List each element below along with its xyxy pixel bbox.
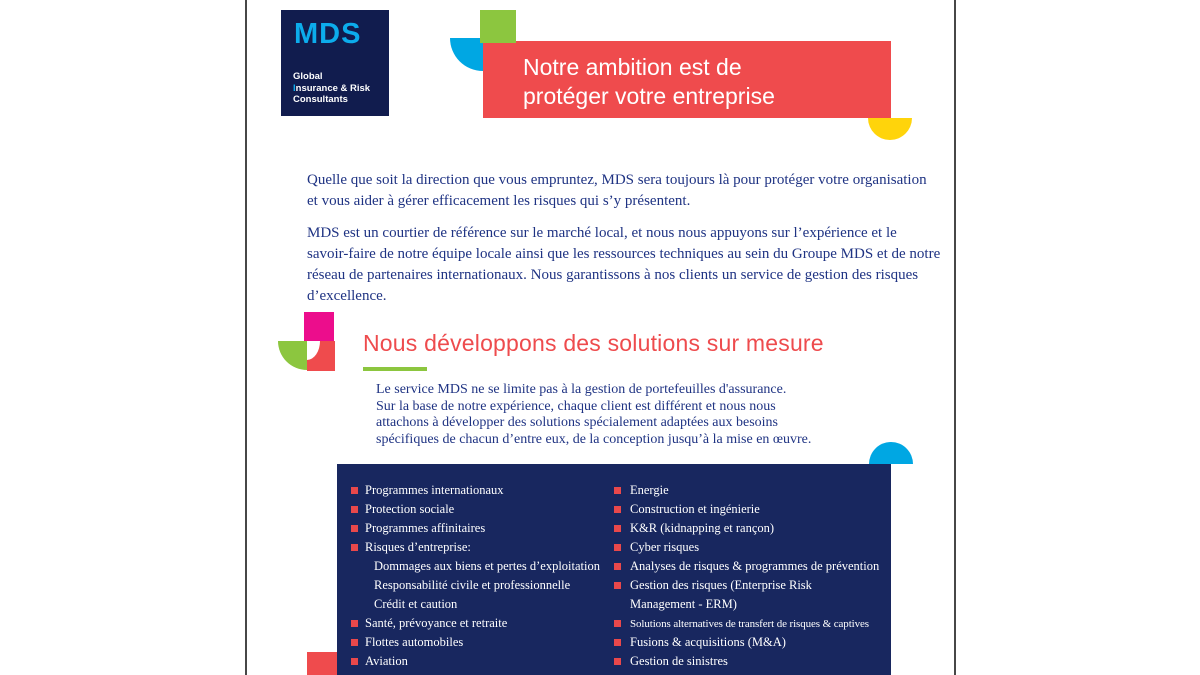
services-column-left	[351, 481, 613, 671]
heading-underline	[363, 367, 427, 371]
service-item	[351, 633, 613, 652]
bullet-square-icon	[614, 506, 621, 513]
service-item	[614, 576, 889, 595]
service-item	[614, 652, 889, 671]
intro-p2-line2: savoir-faire de notre équipe locale ainsi que les ressources techniques au sein du Groupe MDS et de notre	[307, 246, 941, 262]
service-item	[614, 500, 889, 519]
intro-paragraph-1	[307, 170, 947, 212]
intro-p2-line3: réseau de partenaires internationaux. Nous garantissons à nos clients un service de gestion des risques	[307, 267, 919, 283]
service-item-label: Aviation	[365, 654, 408, 668]
section-heading: Nous développons des solutions sur mesure	[363, 330, 824, 356]
services-column-right	[614, 481, 889, 671]
services-panel	[337, 464, 891, 675]
service-item-label: Energie	[630, 483, 669, 497]
service-item-label: Programmes affinitaires	[365, 521, 486, 535]
service-item-label: Responsabilité civile et professionnelle	[374, 578, 571, 592]
solutions-text	[376, 382, 811, 448]
service-item	[351, 652, 613, 671]
service-item-label: K&R (kidnapping et rançon)	[630, 521, 775, 535]
deco-blue-dome	[869, 442, 913, 464]
deco-red-square-bottom	[307, 652, 337, 675]
service-item-label: Analyses de risques & programmes de prévention	[630, 559, 880, 573]
intro-p2-line1: MDS est un courtier de référence sur le marché local, et nous nous appuyons sur l’expérience et le	[307, 225, 897, 241]
bullet-square-icon	[614, 639, 621, 646]
service-item-label: Dommages aux biens et pertes d’exploitation	[374, 559, 600, 573]
bullet-square-icon	[351, 506, 358, 513]
bullet-square-icon	[614, 658, 621, 665]
service-subitem	[351, 595, 613, 614]
bullet-square-icon	[614, 525, 621, 532]
service-item-label: Cyber risques	[630, 540, 700, 554]
service-item-label: Crédit et caution	[374, 597, 458, 611]
logo-tagline-line2-rest: nsurance & Risk	[295, 82, 371, 94]
bullet-square-icon	[351, 525, 358, 532]
service-item	[351, 519, 613, 538]
deco-green-quarter-circle	[278, 341, 307, 370]
deco-green-square	[480, 10, 516, 43]
bullet-square-icon	[351, 620, 358, 627]
deco-pink-square	[304, 312, 334, 341]
page-border-right	[954, 0, 956, 675]
service-item	[351, 538, 613, 557]
bullet-square-icon	[351, 544, 358, 551]
mds-logo	[281, 10, 389, 116]
deco-yellow-half-circle	[868, 118, 912, 140]
intro-p2-line4: d’excellence.	[307, 288, 387, 304]
mds-logo-tagline	[293, 71, 370, 106]
service-item-label: Flottes automobiles	[365, 635, 464, 649]
logo-tagline-initial: I	[293, 82, 296, 94]
bullet-square-icon	[614, 582, 621, 589]
bullet-square-icon	[614, 620, 621, 627]
service-item-label: Gestion de sinistres	[630, 654, 728, 668]
solutions-line1: Le service MDS ne se limite pas à la gestion de portefeuilles d'assurance.	[376, 382, 787, 397]
title-banner	[483, 41, 891, 118]
banner-title-line2: protéger votre entreprise	[523, 83, 775, 109]
logo-tagline-line3: Consultants	[293, 94, 348, 105]
bullet-square-icon	[351, 487, 358, 494]
service-item	[614, 538, 889, 557]
logo-tagline-line1: Global	[293, 71, 323, 82]
service-item-label: Construction et ingénierie	[630, 502, 760, 516]
logo-tagline-line2	[293, 83, 370, 95]
bullet-square-icon	[614, 544, 621, 551]
service-item-label: Management - ERM)	[630, 597, 737, 611]
service-item	[614, 519, 889, 538]
service-item-label: Gestion des risques (Enterprise Risk	[630, 578, 812, 592]
service-item	[614, 614, 889, 633]
service-item-label: Risques d’entreprise:	[365, 540, 471, 554]
service-subitem	[614, 595, 889, 614]
service-item	[614, 481, 889, 500]
service-item-label: Solutions alternatives de transfert de risques & captives	[630, 617, 869, 630]
intro-p1-line1: Quelle que soit la direction que vous empruntez, MDS sera toujours là pour protéger votre organisation	[307, 172, 927, 188]
bullet-square-icon	[614, 563, 621, 570]
service-subitem	[351, 557, 613, 576]
service-item	[351, 500, 613, 519]
bullet-square-icon	[351, 639, 358, 646]
service-item-label: Protection sociale	[365, 502, 455, 516]
service-item	[614, 557, 889, 576]
bullet-square-icon	[351, 658, 358, 665]
service-item	[614, 633, 889, 652]
service-subitem	[351, 576, 613, 595]
solutions-line4: spécifiques de chacun d’entre eux, de la conception jusqu’à la mise en œuvre.	[376, 431, 812, 447]
solutions-line3: attachons à développer des solutions spécialement adaptées aux besoins	[376, 415, 778, 430]
mds-logo-wordmark: MDS	[294, 18, 362, 50]
intro-p1-line2: et vous aider à gérer efficacement les risques qui s’y présentent.	[307, 193, 691, 209]
solutions-line2: Sur la base de notre expérience, chaque client est différent et nous nous	[376, 398, 776, 414]
deco-white-quarter-notch	[307, 341, 320, 360]
service-item-label: Programmes internationaux	[365, 483, 504, 497]
page-border-left	[245, 0, 247, 675]
intro-text	[307, 170, 947, 307]
service-item	[351, 481, 613, 500]
intro-paragraph-2	[307, 223, 947, 307]
bullet-square-icon	[614, 487, 621, 494]
service-item-label: Fusions & acquisitions (M&A)	[630, 635, 786, 649]
banner-title-line1: Notre ambition est de	[523, 54, 742, 80]
deco-red-square	[307, 341, 335, 371]
service-item	[351, 614, 613, 633]
service-item-label: Santé, prévoyance et retraite	[365, 616, 508, 630]
